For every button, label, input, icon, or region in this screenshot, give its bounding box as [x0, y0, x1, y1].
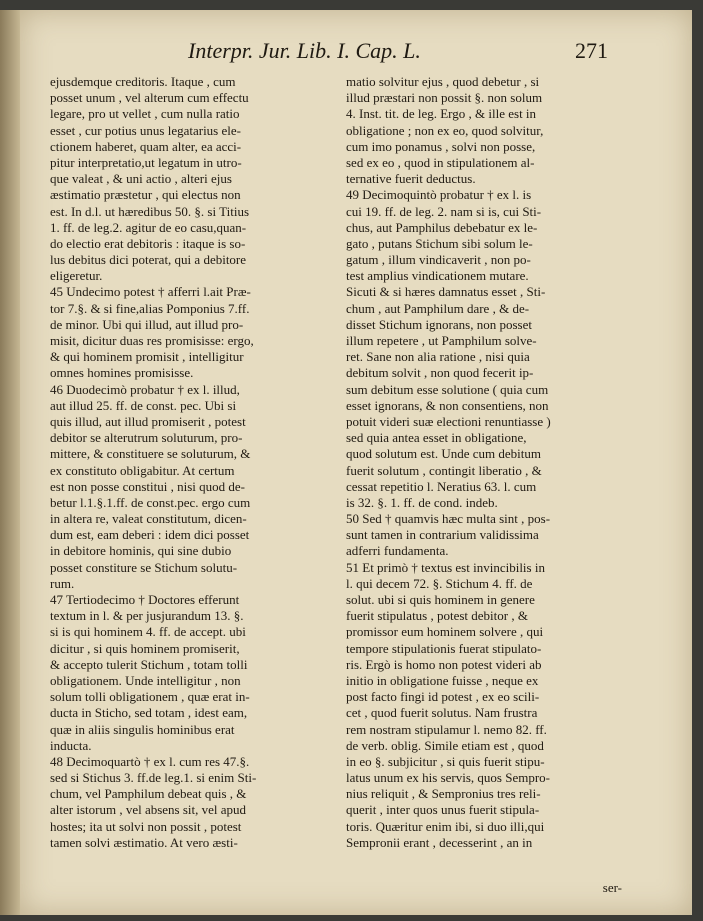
text-line: post facto fingi id potest , ex eo scili-	[346, 689, 540, 705]
text-line: 4. Inst. tit. de leg. Ergo , & ille est in	[346, 106, 537, 122]
text-line: quod solutum est. Unde cum debitum	[346, 446, 541, 462]
text-line: 49 Decimoquintò probatur † ex l. is	[346, 187, 532, 203]
text-line: omnes homines promisisse.	[50, 365, 194, 381]
text-line: ternative fuerit deductus.	[346, 171, 476, 187]
text-line: textum in l. & per jusjurandum 13. §.	[50, 608, 244, 624]
text-line: cum imo ponamus , solvi non posse,	[346, 138, 536, 154]
text-line: tempore stipulationis fuerat stipulato-	[346, 640, 542, 656]
text-line: illum repetere , ut Pamphilum solve-	[346, 333, 537, 348]
text-line: adferri fundamenta.	[346, 543, 449, 559]
text-line: initio in obligatione fuisse , neque ex	[346, 672, 539, 688]
text-line: rem nostram stipulamur l. nemo 82. ff.	[346, 721, 547, 737]
text-line: ex constituto obligabitur. At certum	[50, 462, 235, 478]
text-line: si is qui hominem 4. ff. de accept. ubi	[50, 624, 246, 640]
text-line: cui 19. ff. de leg. 2. nam si is, cui Sti-	[346, 203, 542, 219]
text-line: l. qui decem 72. §. Stichum 4. ff. de	[346, 575, 533, 591]
text-line: latus unum ex his servis, quos Sempro-	[346, 770, 551, 786]
text-line: inducta.	[50, 737, 92, 753]
text-line: hostes; ita ut solvi non possit , potest	[50, 818, 242, 834]
text-line: chus, aut Pamphilus debebatur ex le-	[346, 219, 538, 235]
text-line: gato , putans Stichum sibi solum le-	[346, 235, 533, 251]
text-line: esset , cur potius unus legatarius ele-	[50, 122, 241, 138]
text-line: cet , quod fuerit solutus. Nam frustra	[346, 705, 538, 721]
text-line: quæ in aliis singulis hominibus erat	[50, 721, 235, 737]
text-line: fuerit stipulatus , potest debitor , &	[346, 608, 528, 624]
text-line: disset Stichum ignorans, non posset	[346, 316, 532, 332]
text-line: is 32. §. 1. ff. de cond. indeb.	[346, 494, 498, 510]
left-column	[50, 74, 344, 851]
text-line: quis illud, aut illud promiserit , potest	[50, 413, 246, 429]
book-page	[20, 10, 692, 915]
text-line: posset constiture se Stichum solutu-	[50, 559, 238, 575]
text-line: 45 Undecimo potest † afferri l.ait Præ-	[50, 284, 251, 300]
text-line: posset unum , vel alterum cum effectu	[50, 90, 249, 106]
text-line: tamen solvi æstimatio. At vero æsti-	[50, 834, 238, 850]
text-line: promissor eum hominem solvere , qui	[346, 624, 544, 640]
text-line: in altera re, valeat constitutum, dicen-	[50, 511, 247, 527]
text-line: querit , inter quos unus fuerit stipula-	[346, 802, 540, 818]
text-line: debitor se alterutrum soluturum, pro-	[50, 430, 243, 446]
text-line: fuerit solutum , contingit liberatio , &	[346, 462, 542, 478]
text-line: aut illud 25. ff. de const. pec. Ubi si	[50, 397, 237, 413]
text-line: illud præstari non possit §. non solum	[346, 90, 543, 106]
text-line: dum est, eam deberi : idem dici posset	[50, 527, 250, 543]
text-line: æstimatio præstetur , qui electus non	[50, 187, 241, 203]
text-line: sed quia antea esset in obligatione,	[346, 430, 527, 446]
text-line: chum , aut Pamphilum dare , & de-	[346, 300, 530, 316]
text-line: tor 7.§. & si fine,alias Pomponius 7.ff.	[50, 300, 250, 316]
text-line: in eo §. subjicitur , si quis fuerit stipu-	[346, 753, 545, 769]
text-line: 51 Et primò † textus est invincibilis in	[346, 559, 545, 575]
text-line: & qui hominem promisit , intelligitur	[50, 349, 244, 365]
text-line: in debitore hominis, qui sine dubio	[50, 543, 232, 559]
text-line: Sempronii erant , decesserint , an in	[346, 834, 533, 850]
text-line: alter istorum , vel absens sit, vel apud	[50, 802, 247, 818]
text-line: nius reliquit , & Sempronius tres reli-	[346, 786, 541, 802]
text-line: sed ex eo , quod in stipulationem al-	[346, 154, 535, 170]
text-line: ret. Sane non alia ratione , nisi quia	[346, 349, 530, 365]
text-line: misit, dicitur duas res promisisse: ergo,	[50, 333, 254, 348]
text-line: esset ignorans, & non consentiens, non	[346, 397, 549, 413]
text-line: legare, pro ut vellet , cum nulla ratio	[50, 106, 240, 122]
text-line: & accepto tulerit Stichum , totam tolli	[50, 656, 248, 672]
text-line: sum debitum esse solutione ( quia cum	[346, 381, 549, 397]
text-line: solum tolli obligationem , quæ erat in-	[50, 689, 250, 705]
text-line: mittere, & constituere se soluturum, &	[50, 446, 251, 462]
text-line: matio solvitur ejus , quod debetur , si	[346, 74, 540, 89]
running-title: Interpr. Jur. Lib. I. Cap. L.	[188, 38, 421, 63]
page-number: 271	[575, 38, 608, 63]
text-line: ris. Ergò is homo non potest videri ab	[346, 656, 542, 672]
text-line: est. In d.l. ut hæredibus 50. §. si Titius	[50, 203, 249, 219]
text-line: 50 Sed † quamvis hæc multa sint , pos-	[346, 511, 551, 527]
text-line: ejusdemque creditoris. Itaque , cum	[50, 74, 236, 89]
text-line: debitum solvit , non quod fecerit ip-	[346, 365, 534, 381]
text-line: de minor. Ubi qui illud, aut illud pro-	[50, 316, 244, 332]
text-line: obligationem. Unde intelligitur , non	[50, 672, 241, 688]
text-line: cessat repetitio l. Neratius 63. l. cum	[346, 478, 537, 494]
catchword: ser-	[602, 880, 622, 895]
text-line: lus debitus dici poterat, qui a debitore	[50, 252, 247, 268]
text-line: que valeat , & uni actio , alteri ejus	[50, 171, 232, 187]
text-line: pitur interpretatio,ut legatum in utro-	[50, 154, 242, 170]
text-line: est non posse constitui , nisi quod de-	[50, 478, 245, 494]
text-line: rum.	[50, 575, 75, 591]
text-line: gatum , illum vindicaverit , non po-	[346, 252, 531, 268]
text-line: toris. Quæritur enim ibi, si duo illi,qui	[346, 818, 545, 834]
text-line: 47 Tertiodecimo † Doctores efferunt	[50, 592, 240, 607]
text-line: dicitur , si quis hominem promiserit,	[50, 640, 240, 656]
text-line: ctionem haberet, quam alter, ea acci-	[50, 138, 242, 154]
text-line: Sicuti & si hæres damnatus esset , Sti-	[346, 284, 546, 300]
text-line: eligeretur.	[50, 268, 103, 284]
text-line: chum, vel Pamphilum debeat quis , &	[50, 786, 247, 802]
text-line: potuit videri suæ electioni renuntiasse )	[346, 413, 551, 429]
text-line: test amplius vindicationem mutare.	[346, 268, 529, 284]
text-line: do electio erat debitoris : itaque is so-	[50, 235, 246, 251]
text-line: ducta in Sticho, sed totam , idest eam,	[50, 705, 248, 721]
text-line: sunt tamen in contrarium validissima	[346, 527, 539, 543]
text-line: de verb. oblig. Simile etiam est , quod	[346, 737, 544, 753]
text-line: obligatione ; non ex eo, quod solvitur,	[346, 122, 544, 138]
right-column	[346, 74, 640, 851]
page-header	[20, 36, 692, 76]
text-line: betur l.1.§.1.ff. de const.pec. ergo cum	[50, 494, 251, 510]
text-line: 1. ff. de leg.2. agitur de eo casu,quan-	[50, 219, 247, 235]
text-line: solut. ubi si quis hominem in genere	[346, 592, 535, 607]
text-line: 46 Duodecimò probatur † ex l. illud,	[50, 381, 240, 397]
text-line: sed si Stichus 3. ff.de leg.1. si enim Sti-	[50, 770, 257, 786]
text-line: 48 Decimoquartò † ex l. cum res 47.§.	[50, 753, 250, 769]
book-gutter	[0, 10, 22, 915]
